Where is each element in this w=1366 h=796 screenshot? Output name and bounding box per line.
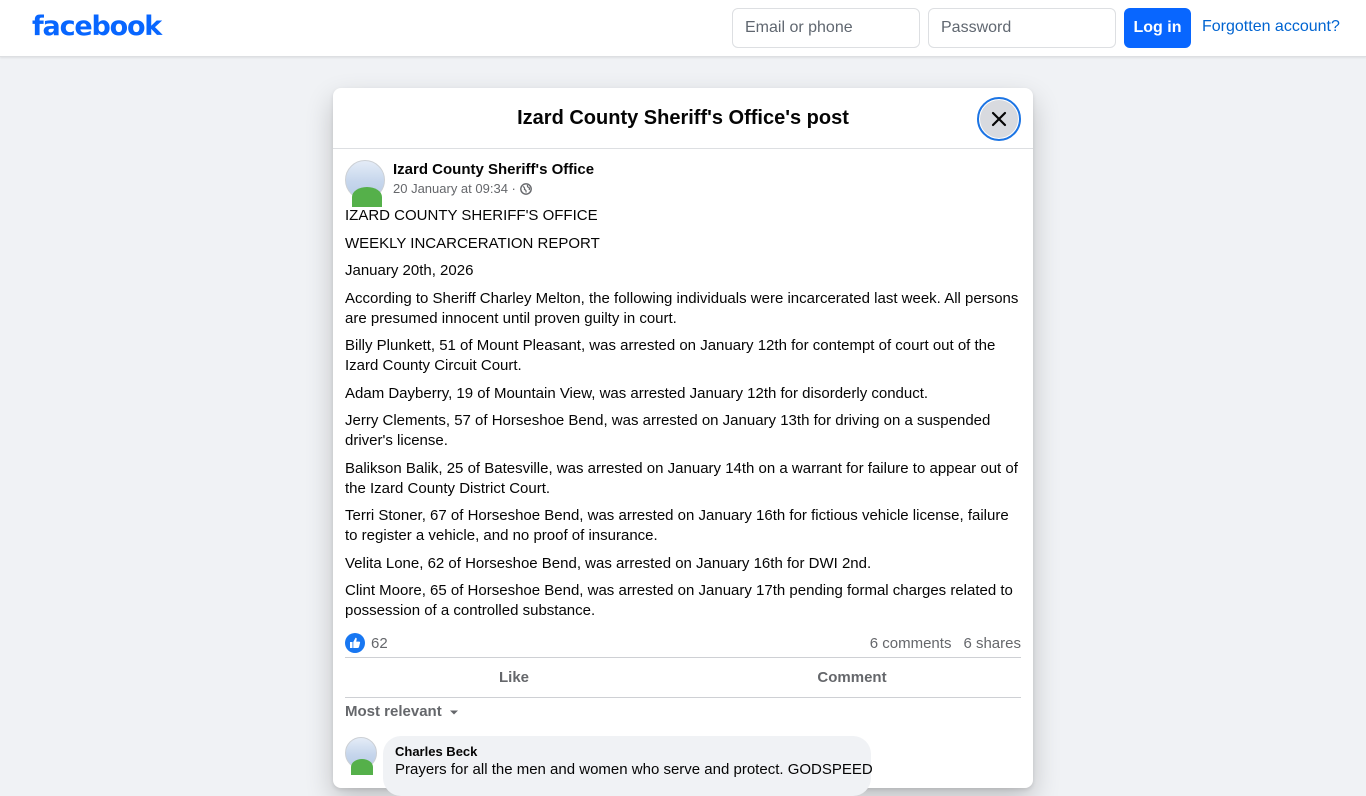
post-dialog bbox=[333, 88, 1033, 788]
email-input[interactable] bbox=[732, 8, 920, 48]
post-paragraph: Billy Plunkett, 51 of Mount Pleasant, was arrested on January 12th for contempt of court out of the Izard County Circuit Court. bbox=[345, 337, 996, 374]
post-header bbox=[345, 160, 594, 200]
post-paragraph: Clint Moore, 65 of Horseshoe Bend, was arrested on January 17th pending formal charges related to possession of a controlled substance. bbox=[345, 582, 1013, 619]
post-author[interactable]: Izard County Sheriff's Office bbox=[393, 161, 595, 178]
timestamp-text[interactable]: 20 January at 09:34 · bbox=[393, 181, 516, 196]
post-paragraph: Adam Dayberry, 19 of Mountain View, was arrested January 12th for disorderly conduct. bbox=[345, 384, 929, 402]
post-body bbox=[345, 206, 1021, 629]
post-paragraph: Terri Stoner, 67 of Horseshoe Bend, was arrested on January 16th for fictious vehicle license, failure to register a vehicle, and no proof of insurance. bbox=[345, 507, 1009, 544]
comment-button[interactable]: Comment bbox=[817, 669, 887, 686]
comment-author[interactable]: Charles Beck bbox=[395, 744, 478, 759]
like-reaction-icon bbox=[345, 633, 365, 653]
post-actions bbox=[345, 658, 1021, 698]
dialog-header bbox=[333, 88, 1033, 149]
shares-count[interactable]: 6 shares bbox=[963, 634, 1021, 652]
post-paragraph: According to Sheriff Charley Melton, the following individuals were incarcerated last week. All persons are presumed innocent until proven guilty in court. bbox=[345, 289, 1019, 327]
post-paragraph: Jerry Clements, 57 of Horseshoe Bend, was arrested on January 13th for driving on a suspended driver's license. bbox=[345, 412, 991, 449]
globe-icon bbox=[520, 183, 532, 195]
comment-item bbox=[345, 736, 871, 796]
like-button[interactable]: Like bbox=[498, 669, 529, 686]
post-paragraph: Balikson Balik, 25 of Batesville, was arrested on January 14th on a warrant for failure to appear out of the Izard County District Court. bbox=[345, 459, 1018, 497]
forgotten-account-link[interactable]: Forgotten account? bbox=[1202, 18, 1340, 35]
engagement-counts bbox=[870, 635, 1021, 652]
post-paragraph: Velita Lone, 62 of Horseshoe Bend, was arrested on January 16th for DWI 2nd. bbox=[345, 554, 872, 572]
reactions-bar bbox=[345, 629, 1021, 657]
post-timestamp bbox=[393, 179, 594, 199]
sort-label: Most relevant bbox=[345, 703, 442, 720]
top-navigation-bar bbox=[0, 0, 1366, 57]
comment-bubble bbox=[383, 736, 871, 796]
post-paragraph: January 20th, 2026 bbox=[345, 262, 474, 279]
comments-count[interactable]: 6 comments bbox=[869, 634, 952, 652]
post-paragraph: WEEKLY INCARCERATION REPORT bbox=[345, 234, 600, 252]
dialog-title: Izard County Sheriff's Office's post bbox=[517, 106, 849, 129]
post-meta bbox=[393, 160, 594, 200]
comment-sort-dropdown[interactable] bbox=[345, 703, 460, 720]
reaction-summary[interactable] bbox=[345, 633, 388, 653]
close-icon bbox=[989, 109, 1009, 129]
post-paragraph: IZARD COUNTY SHERIFF'S OFFICE bbox=[345, 207, 598, 224]
password-input[interactable] bbox=[928, 8, 1116, 48]
comment-text: Prayers for all the men and women who serve and protect. GODSPEED bbox=[395, 761, 873, 778]
reaction-count: 62 bbox=[371, 634, 388, 652]
commenter-avatar[interactable] bbox=[345, 737, 377, 769]
close-button[interactable] bbox=[977, 97, 1021, 141]
page-avatar[interactable] bbox=[345, 160, 385, 200]
caret-down-icon bbox=[448, 706, 460, 718]
login-button[interactable]: Log in bbox=[1124, 8, 1191, 48]
facebook-logo[interactable]: facebook bbox=[32, 11, 162, 42]
